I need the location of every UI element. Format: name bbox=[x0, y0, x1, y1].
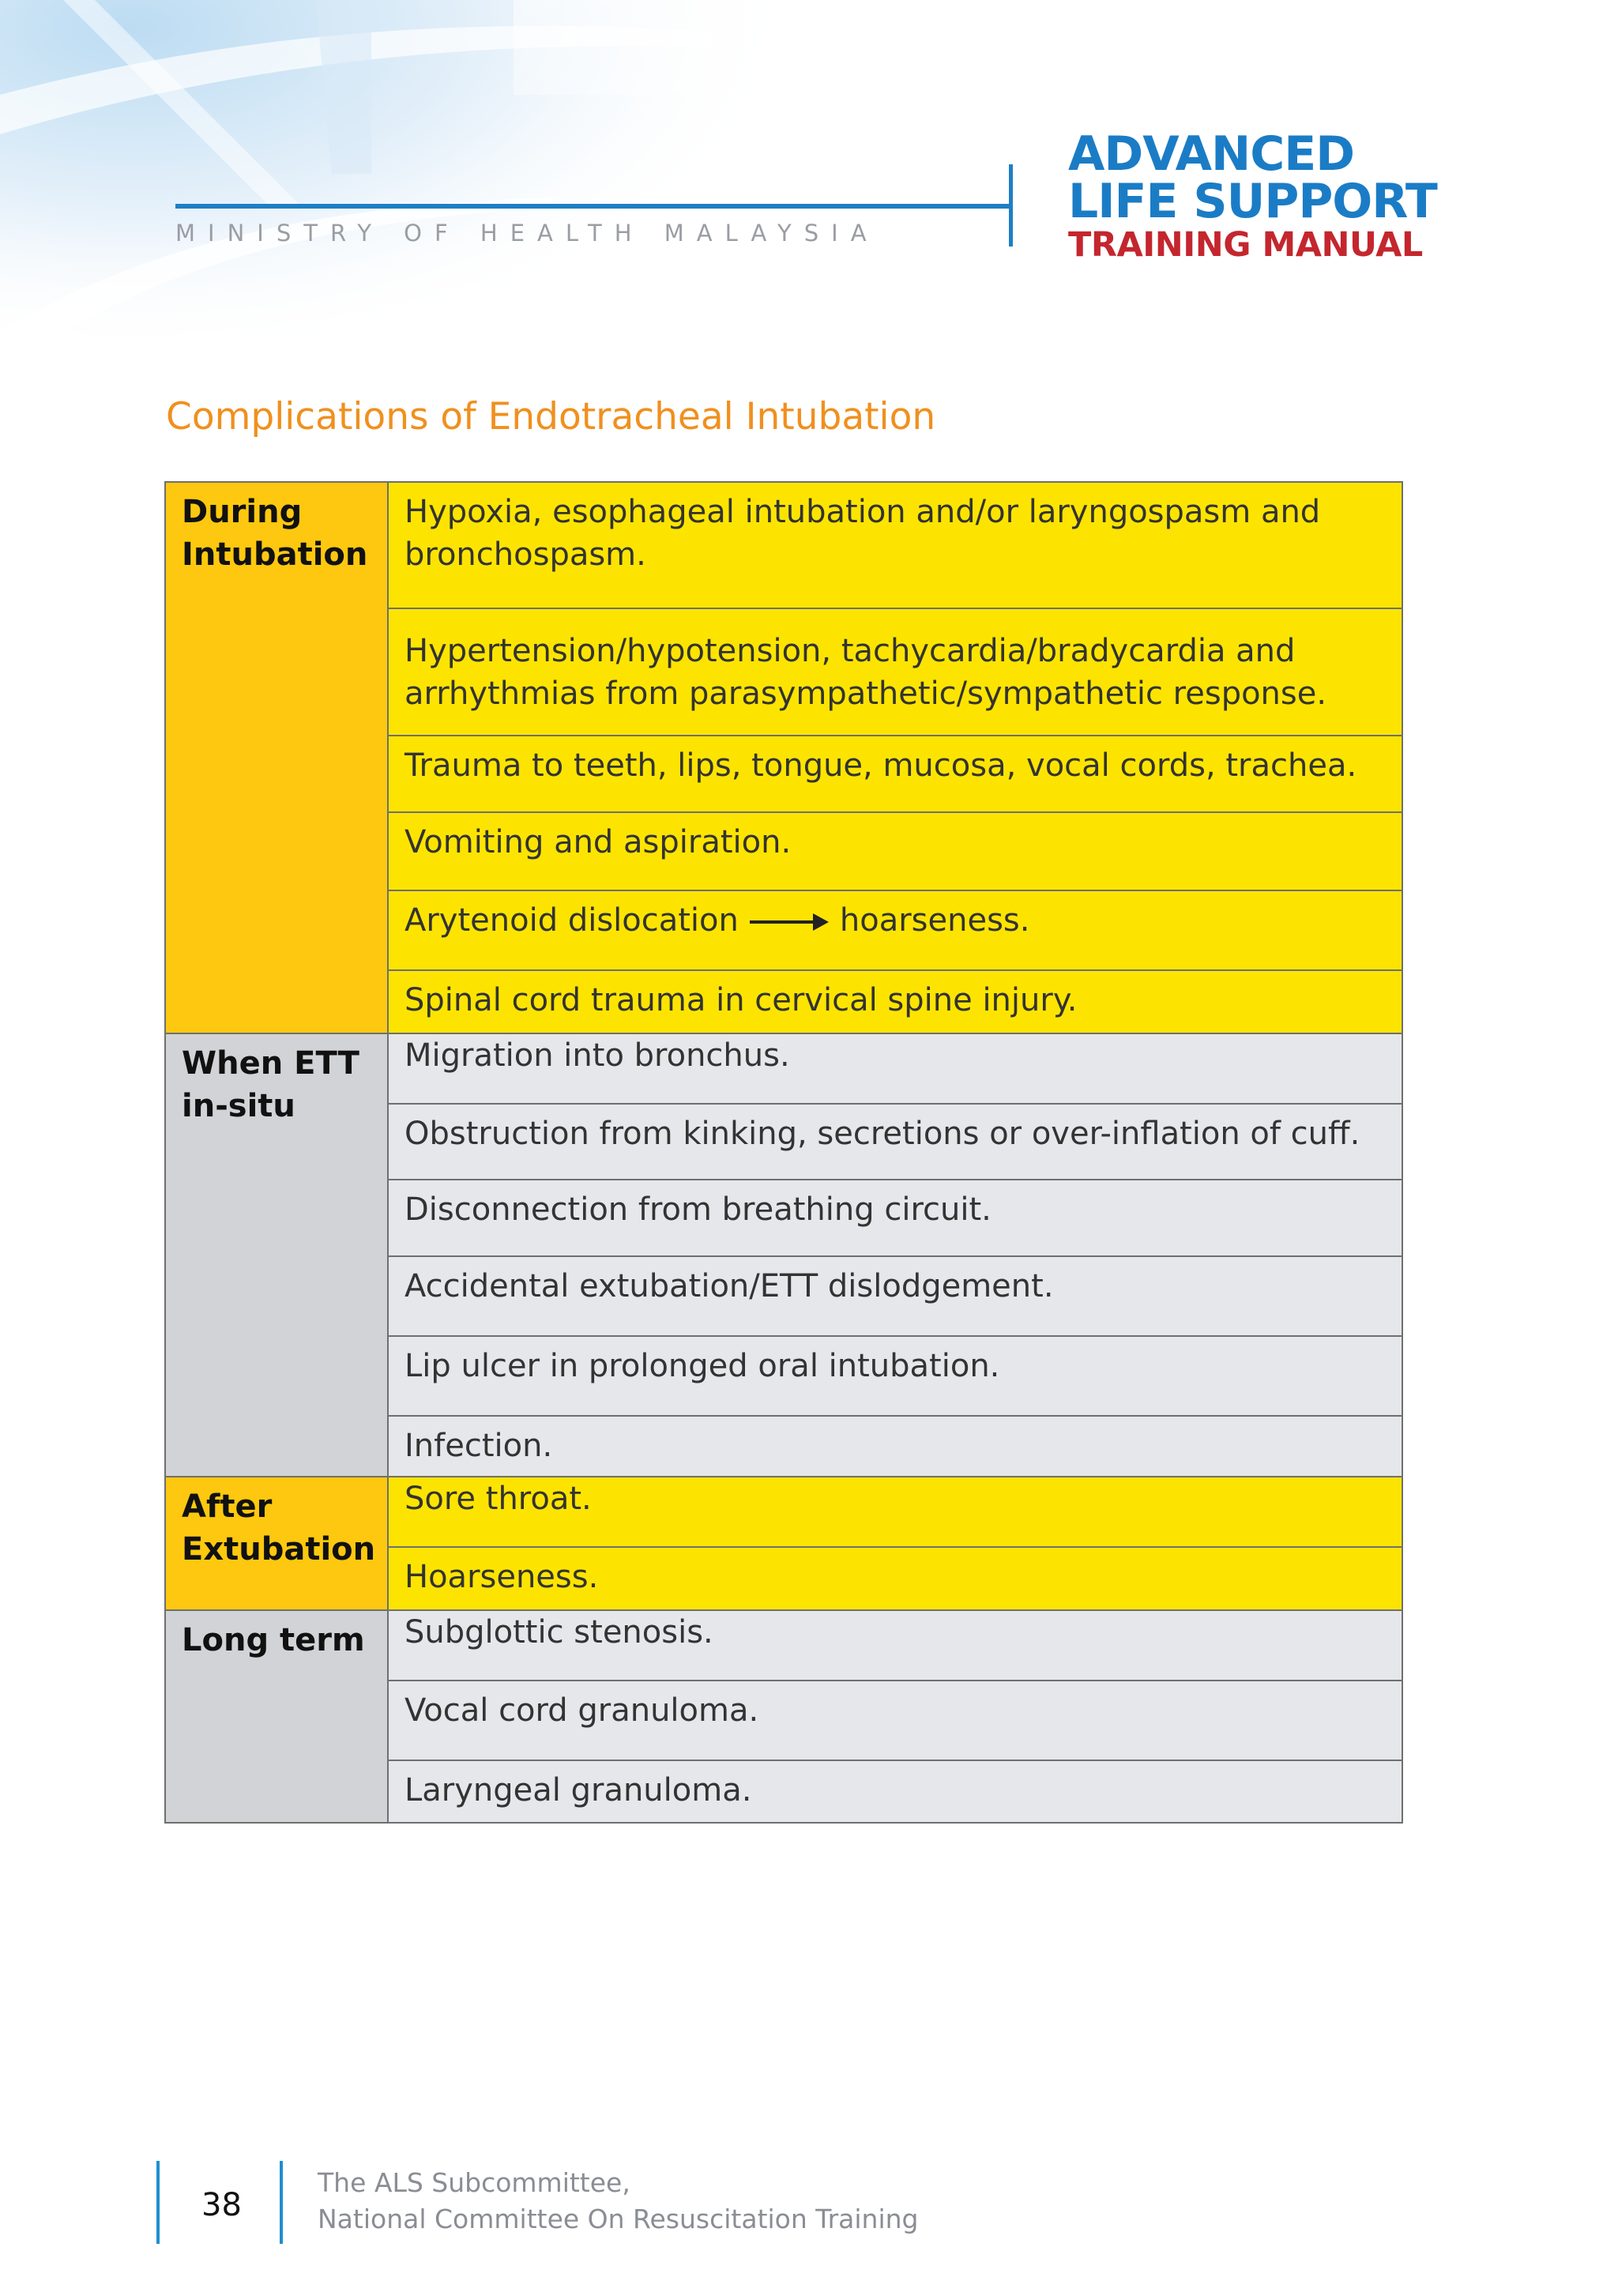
complications-table bbox=[164, 481, 1403, 1824]
table-row: Hypoxia, esophageal intubation and/or laryngospasm and bronchospasm. bbox=[388, 482, 1402, 608]
brand-line-life-support: LIFE SUPPORT bbox=[1068, 174, 1437, 229]
brand-line-advanced: ADVANCED bbox=[1068, 126, 1355, 182]
table-row: Spinal cord trauma in cervical spine injury. bbox=[388, 970, 1402, 1033]
section-title: Complications of Endotracheal Intubation bbox=[166, 395, 936, 438]
table-row: Hoarseness. bbox=[388, 1547, 1402, 1610]
category-long-term: Long term bbox=[165, 1610, 388, 1823]
brand-line-training-manual: TRAINING MANUAL bbox=[1068, 225, 1423, 265]
footer-credit bbox=[318, 2165, 918, 2238]
footer-line-2: National Committee On Resuscitation Training bbox=[318, 2204, 919, 2234]
page-number: 38 bbox=[201, 2187, 242, 2223]
hoarseness-text: hoarseness. bbox=[839, 902, 1030, 939]
table-row: Sore throat. bbox=[388, 1477, 1402, 1547]
table-row: Vocal cord granuloma. bbox=[388, 1681, 1402, 1760]
footer-divider bbox=[280, 2161, 283, 2244]
table-row: Disconnection from breathing circuit. bbox=[388, 1180, 1402, 1256]
arytenoid-text: Arytenoid dislocation bbox=[404, 902, 739, 939]
table-row bbox=[388, 890, 1402, 970]
header-rule bbox=[175, 204, 1011, 209]
table-row: Laryngeal granuloma. bbox=[388, 1760, 1402, 1823]
footer-left-bar bbox=[156, 2161, 160, 2244]
table-row: Subglottic stenosis. bbox=[388, 1610, 1402, 1681]
category-when-ett-in-situ: When ETT in-situ bbox=[165, 1033, 388, 1477]
arrow-right-icon bbox=[750, 910, 829, 934]
table-row: Accidental extubation/ETT dislodgement. bbox=[388, 1256, 1402, 1336]
table-row: Hypertension/hypotension, tachycardia/bradycardia and arrhythmias from parasympathetic/sympathetic response. bbox=[388, 608, 1402, 736]
category-after-extubation: After Extubation bbox=[165, 1477, 388, 1610]
footer-line-1: The ALS Subcommittee, bbox=[318, 2167, 630, 2198]
table-row: Trauma to teeth, lips, tongue, mucosa, vocal cords, trachea. bbox=[388, 736, 1402, 812]
brand-logo bbox=[1068, 126, 1437, 265]
table-row: Infection. bbox=[388, 1416, 1402, 1477]
header-divider bbox=[1009, 164, 1013, 247]
table-row: Vomiting and aspiration. bbox=[388, 812, 1402, 890]
category-during-intubation: During Intubation bbox=[165, 482, 388, 1033]
table-row: Migration into bronchus. bbox=[388, 1033, 1402, 1104]
table-row: Obstruction from kinking, secretions or over-inflation of cuff. bbox=[388, 1104, 1402, 1180]
table-row: Lip ulcer in prolonged oral intubation. bbox=[388, 1336, 1402, 1416]
ministry-label: MINISTRY OF HEALTH MALAYSIA bbox=[175, 220, 879, 247]
